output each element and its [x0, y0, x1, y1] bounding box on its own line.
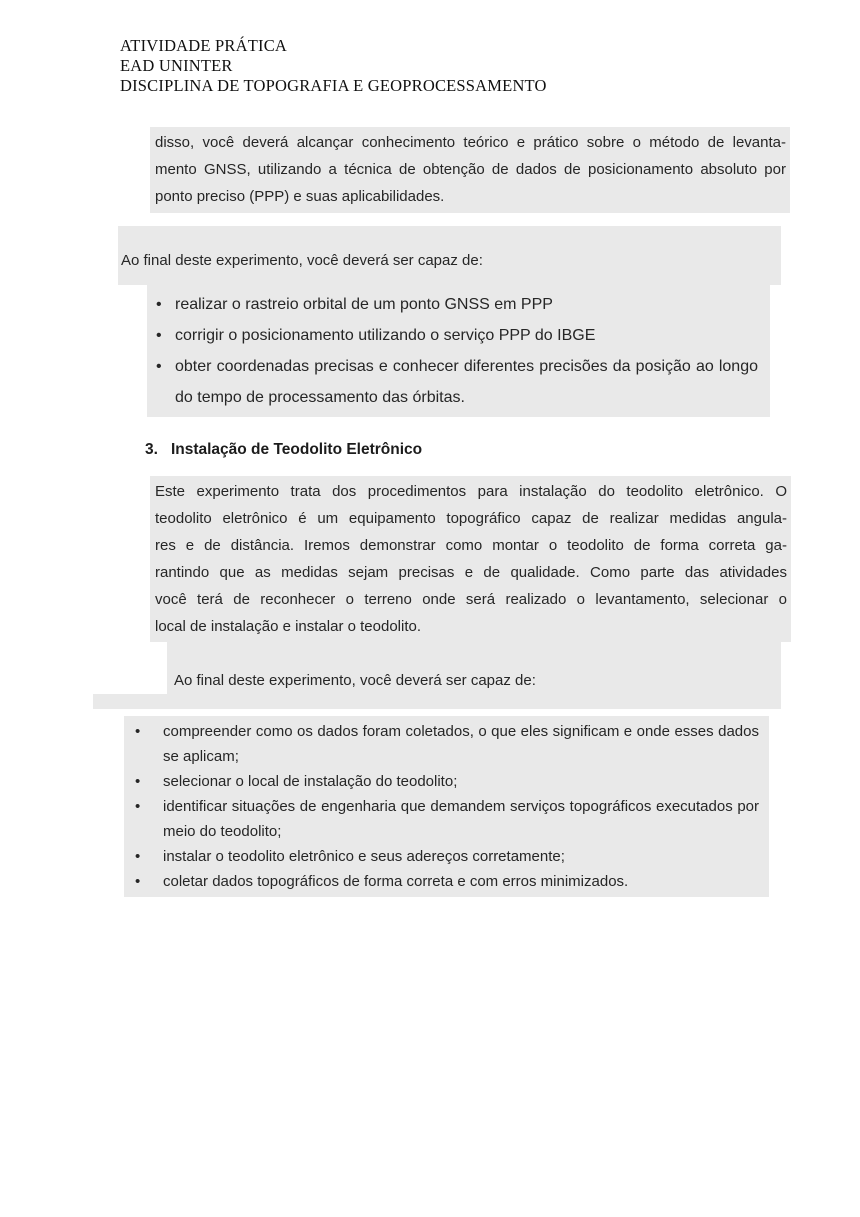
text-line: • corrigir o posicionamento utilizando o serviço PPP do IBGE [147, 320, 758, 351]
text-line: ATIVIDADE PRÁTICA [120, 36, 288, 55]
text-line: DISCIPLINA DE TOPOGRAFIA E GEOPROCESSAMENTO [120, 76, 547, 95]
text-line: res e de distância. Iremos demonstrar como montar o teodolito de forma correta ga- [155, 537, 787, 554]
text-line: • realizar o rastreio orbital de um ponto GNSS em PPP [147, 289, 758, 320]
text-line: local de instalação e instalar o teodolito. [155, 618, 422, 635]
objectives-teodolito-label: Ao final deste experimento, você deverá ser capaz de: [174, 672, 536, 689]
section-3-heading [145, 441, 422, 459]
text-line: Este experimento trata dos procedimentos para instalação do teodolito eletrônico. O [155, 483, 787, 500]
objectives-gnss-list [147, 285, 770, 417]
text-line: teodolito eletrônico é um equipamento topográfico capaz de realizar medidas angula- [155, 510, 787, 527]
text-line: mento GNSS, utilizando a técnica de obtenção de dados de posicionamento absoluto por [155, 161, 786, 178]
document-header [120, 36, 547, 96]
section-3-title: Instalação de Teodolito Eletrônico [170, 441, 423, 458]
text-line: • identificar situações de engenharia que demandem serviços topográficos executados por meio do teodolito; [124, 794, 759, 844]
teodolito-paragraph [150, 476, 791, 642]
text-line: • obter coordenadas precisas e conhecer diferentes precisões da posição ao longo do tempo de processamento das órbitas. [147, 351, 758, 413]
text-line: disso, você deverá alcançar conhecimento teórico e prático sobre o método de levanta- [155, 134, 786, 151]
objectives-teodolito-list [124, 716, 769, 897]
text-line: • coletar dados topográficos de forma correta e com erros minimizados. [124, 869, 759, 894]
text-line: ponto preciso (PPP) e suas aplicabilidades. [155, 188, 445, 205]
text-line: você terá de reconhecer o terreno onde será realizado o levantamento, selecionar o [155, 591, 787, 608]
text-line: rantindo que as medidas sejam precisas e de qualidade. Como parte das atividades [155, 564, 787, 581]
text-line: • instalar o teodolito eletrônico e seus adereços corretamente; [124, 844, 759, 869]
text-line: EAD UNINTER [120, 56, 233, 75]
text-line: • selecionar o local de instalação do teodolito; [124, 769, 759, 794]
objectives-teodolito-highlight-bottom [93, 694, 781, 709]
intro-paragraph-gnss [150, 127, 790, 213]
section-3-number: 3. [145, 441, 158, 458]
objectives-gnss-label: Ao final deste experimento, você deverá ser capaz de: [121, 252, 483, 269]
text-line: • compreender como os dados foram coletados, o que eles significam e onde esses dados se aplicam; [124, 719, 759, 769]
